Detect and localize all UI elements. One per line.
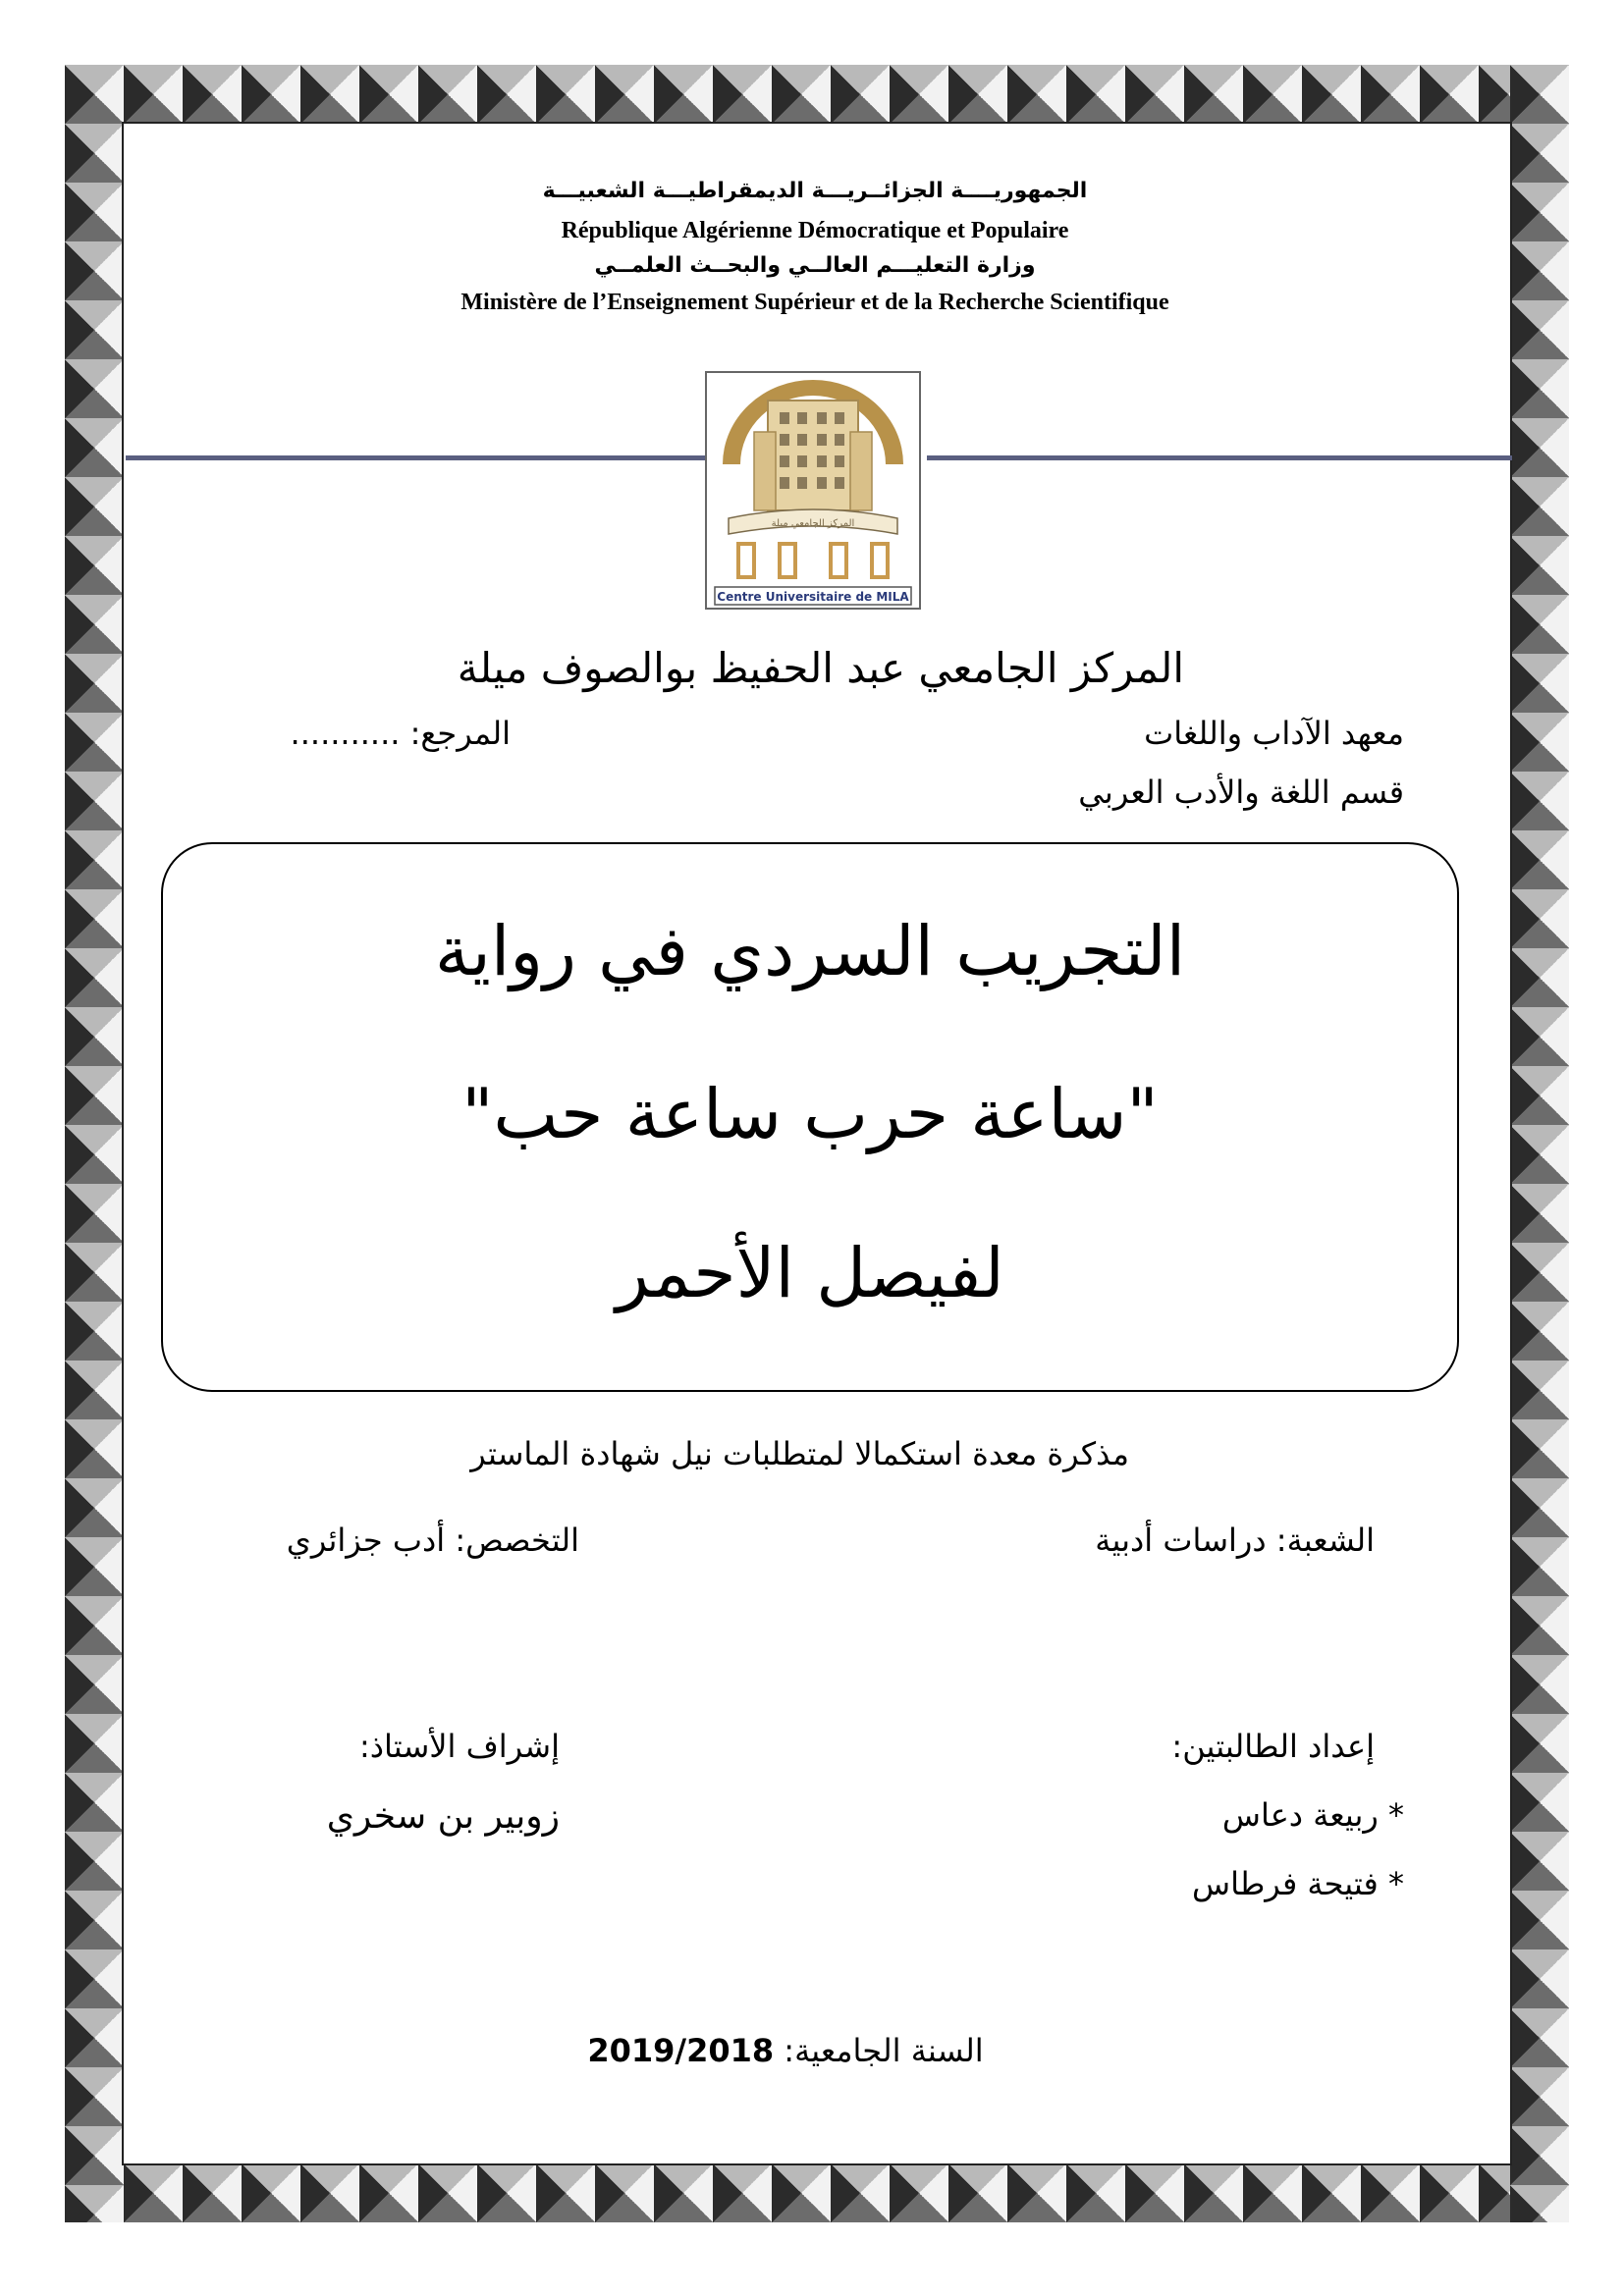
ministry-ar: وزارة التعليـــم العالــي والبحــث العلمــي (594, 253, 1036, 278)
students-label: إعداد الطالبتين: (1171, 1728, 1375, 1765)
academic-year-value: 2019/2018 (587, 2032, 775, 2069)
border-left (65, 65, 124, 2222)
university-logo (705, 371, 921, 610)
title-line-3: لفيصل الأحمر (616, 1233, 1004, 1313)
specialty-field: التخصص: أدب جزائري (286, 1522, 579, 1559)
logo-caption: Centre Universitaire de MILA (717, 590, 909, 604)
academic-year (511, 2032, 1060, 2069)
reference-field: المرجع: ........... (290, 715, 511, 752)
republic-fr: République Algérienne Démocratique et Populaire (561, 218, 1069, 243)
title-line-1: التجريب السردي في رواية (434, 911, 1186, 991)
ministry-fr: Ministère de l’Enseignement Supérieur et de la Recherche Scientifique (460, 290, 1169, 315)
university-name: المركز الجامعي عبد الحفيظ بوالصوف ميلة (457, 644, 1184, 692)
institute-name: معهد الآداب واللغات (1144, 715, 1404, 752)
border-bottom (65, 2163, 1569, 2222)
supervisor-name: زوبير بن سخري (326, 1796, 560, 1837)
student-name-2: * فتيحة فرطاس (1192, 1865, 1404, 1902)
student-name-1: * ربيعة دعاس (1221, 1796, 1404, 1834)
header-rule-right (927, 455, 1512, 460)
academic-year-label: السنة الجامعية: (784, 2032, 984, 2069)
supervisor-label: إشراف الأستاذ: (359, 1728, 560, 1765)
memo-statement: مذكرة معدة استكمالا لمتطلبات نيل شهادة الماستر (470, 1435, 1129, 1472)
republic-ar: الجمهوريــــة الجزائــريـــة الديمقراطيـــة الشعبيـــة (542, 179, 1088, 203)
branch-field: الشعبة: دراسات أدبية (1095, 1522, 1375, 1559)
border-right (1510, 65, 1569, 2222)
logo-banner-text: المركز الجامعي ميلة (771, 518, 855, 529)
department-name: قسم اللغة والأدب العربي (1078, 774, 1404, 811)
thesis-title-box (161, 842, 1459, 1392)
title-line-2: "ساعة حرب ساعة حب" (461, 1074, 1159, 1154)
border-top (65, 65, 1569, 124)
header-rule-left (126, 455, 715, 460)
